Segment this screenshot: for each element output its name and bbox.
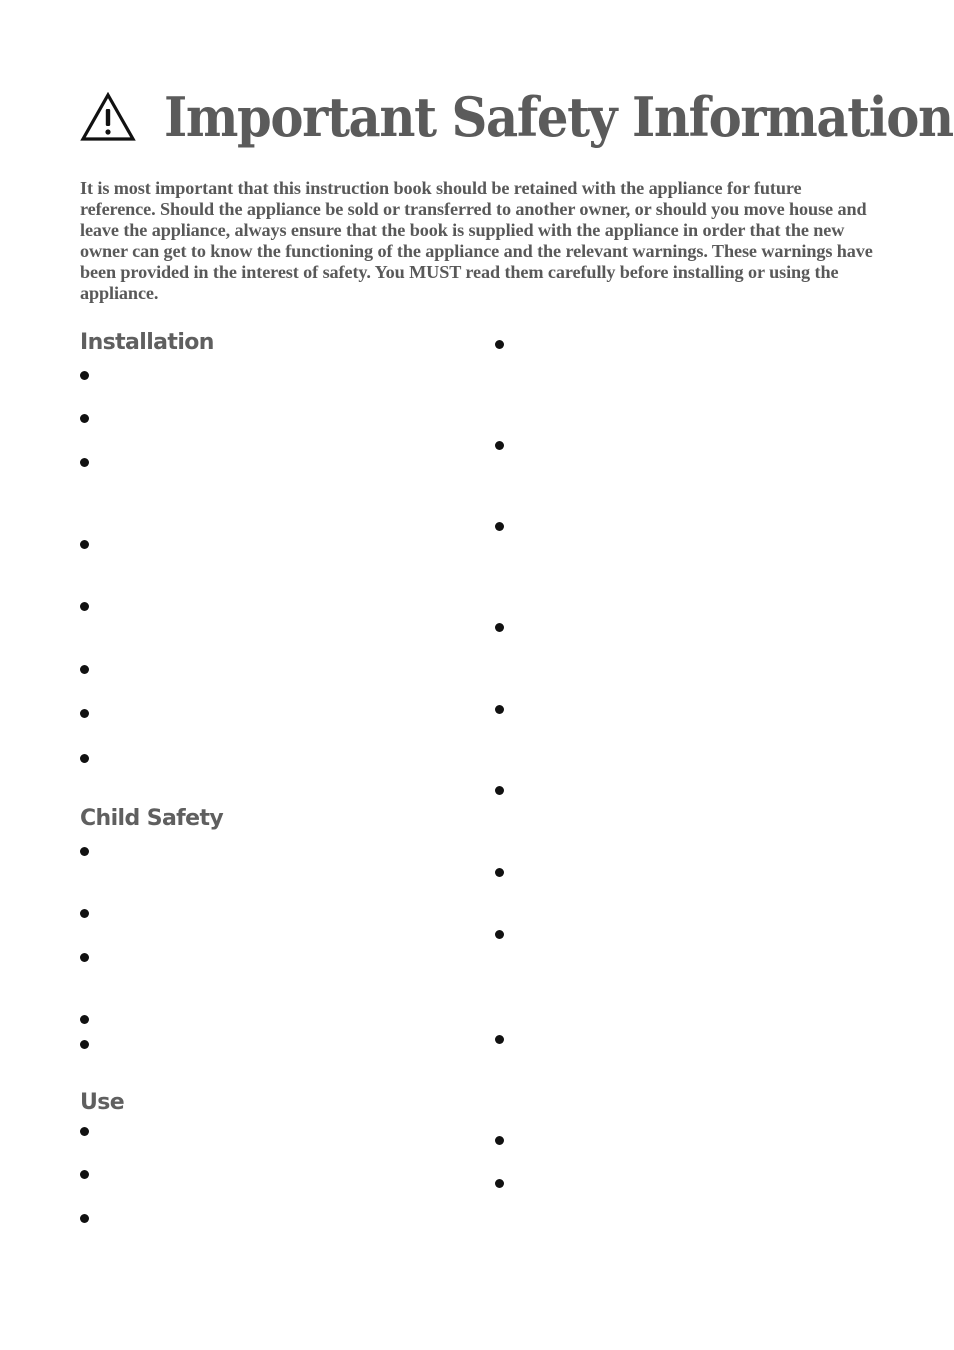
bullet-point: [495, 930, 504, 939]
bullet-point: [80, 1170, 89, 1179]
bullet-point: [495, 1035, 504, 1044]
bullet-point: [80, 540, 89, 549]
bullet-point: [80, 1015, 89, 1024]
section-heading-installation: Installation: [80, 330, 214, 355]
warning-triangle-icon: [80, 92, 136, 142]
bullet-point: [80, 414, 89, 423]
bullet-point: [495, 1179, 504, 1188]
bullet-point: [80, 458, 89, 467]
bullet-point: [80, 1127, 89, 1136]
bullet-point: [495, 1136, 504, 1145]
bullet-point: [495, 340, 504, 349]
bullet-point: [80, 709, 89, 718]
bullet-point: [495, 522, 504, 531]
bullet-point: [80, 1214, 89, 1223]
bullet-point: [495, 868, 504, 877]
bullet-point: [80, 602, 89, 611]
bullet-point: [80, 1040, 89, 1049]
bullet-point: [495, 786, 504, 795]
title-row: [80, 82, 954, 152]
bullet-point: [80, 754, 89, 763]
bullet-point: [80, 909, 89, 918]
bullet-point: [495, 623, 504, 632]
bullet-point: [80, 953, 89, 962]
page-title: Important Safety Information: [164, 85, 953, 149]
section-heading-child-safety: Child Safety: [80, 806, 224, 831]
bullet-point: [80, 847, 89, 856]
section-heading-use: Use: [80, 1090, 125, 1115]
bullet-point: [80, 371, 89, 380]
bullet-point: [495, 705, 504, 714]
bullet-point: [80, 665, 89, 674]
intro-paragraph: It is most important that this instruction book should be retained with the appliance for future reference. Should the appliance be sold or transferred to another owner, or should you move house and leave the appliance, always ensure that the book is supplied with the appliance in order that the new owner can get to know the functioning of the appliance and the relevant warnings. These warnings have been provided in the interest of safety. You MUST read them carefully before installing or using the appliance.: [80, 178, 873, 303]
bullet-point: [495, 441, 504, 450]
